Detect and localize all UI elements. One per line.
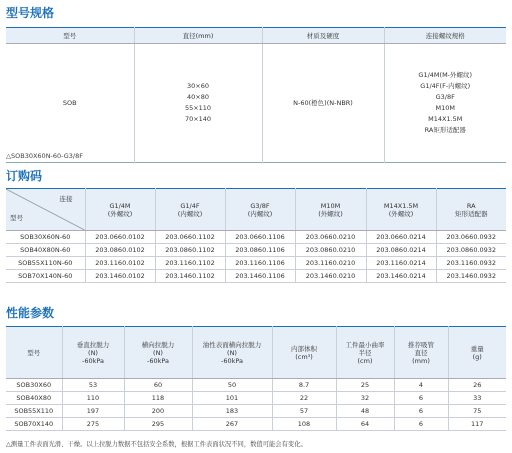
perf-cell: 64: [336, 418, 394, 431]
perf-header: 推荐吸管 直径 (mm): [394, 327, 448, 379]
order-code: 203.1460.0214: [366, 270, 436, 283]
order-code: 203.1160.1102: [155, 257, 225, 270]
order-code: 203.1460.0210: [295, 270, 366, 283]
perf-cell: 60: [124, 379, 192, 392]
perf-cell: 57: [272, 405, 336, 418]
perf-header: 内部体积 (cm³): [272, 327, 336, 379]
order-model: SOB70X140N-60: [6, 270, 85, 283]
perf-header: 油性表面横向拉脱力 (N) -60kPa: [192, 327, 272, 379]
order-code: 203.0660.1102: [155, 231, 225, 244]
order-code: 203.0660.0214: [366, 231, 436, 244]
order-header: G3/8F (内螺纹): [225, 189, 295, 231]
perf-cell: 200: [124, 405, 192, 418]
footer-note: △测量工件表面光滑、干燥。以上拉脱力数据不包括安全系数，根据工件表面状况不同，数值可能会有变化。: [6, 441, 307, 448]
example-note: △SOB30X60N-60-G3/8F: [6, 152, 83, 160]
order-code: 203.1160.1106: [225, 257, 295, 270]
order-code: 203.1460.0102: [85, 270, 155, 283]
order-code: 203.1460.1106: [225, 270, 295, 283]
perf-cell: 197: [62, 405, 124, 418]
order-code: 203.1160.0102: [85, 257, 155, 270]
order-code: 203.1160.0210: [295, 257, 366, 270]
perf-cell: 295: [124, 418, 192, 431]
perf-header: 型号: [6, 327, 62, 379]
perf-cell: 267: [192, 418, 272, 431]
spec-threads: G1/4M(M-外螺纹) G1/4F(F-内螺纹) G3/8F M10M M14X1.5M RA矩形适配器: [384, 44, 506, 163]
perf-cell: SOB40X80: [6, 392, 62, 405]
perf-cell: 108: [272, 418, 336, 431]
perf-cell: 117: [448, 418, 506, 431]
perf-cell: 183: [192, 405, 272, 418]
section-title-performance: 性能参数: [6, 306, 55, 320]
table-row: [6, 379, 506, 392]
table-row: [6, 392, 506, 405]
order-code: 203.1460.0932: [436, 270, 506, 283]
perf-cell: SOB55X110: [6, 405, 62, 418]
perf-cell: 25: [336, 379, 394, 392]
order-code: 203.1160.0214: [366, 257, 436, 270]
order-code: 203.0860.0102: [85, 244, 155, 257]
perf-cell: 48: [336, 405, 394, 418]
perf-header: 重量 (g): [448, 327, 506, 379]
table-row: [6, 257, 506, 270]
order-corner-cell: [6, 189, 85, 231]
perf-cell: 22: [272, 392, 336, 405]
perf-cell: 110: [62, 392, 124, 405]
perf-header: 横向拉脱力 (N) -60kPa: [124, 327, 192, 379]
table-row: [6, 244, 506, 257]
spec-diameters: 30×60 40×80 55×110 70×140: [134, 44, 262, 163]
perf-cell: SOB30X60: [6, 379, 62, 392]
perf-header: 垂直拉脱力 (N) -60kPa: [62, 327, 124, 379]
order-model: SOB30X60N-60: [6, 231, 85, 244]
perf-header: 工件最小曲率 半径 (cm): [336, 327, 394, 379]
order-code: 203.0860.1102: [155, 244, 225, 257]
perf-cell: 32: [336, 392, 394, 405]
perf-cell: 75: [448, 405, 506, 418]
order-code: 203.0660.0932: [436, 231, 506, 244]
perf-cell: 101: [192, 392, 272, 405]
table-row: [6, 405, 506, 418]
table-row: [6, 231, 506, 244]
order-code: 203.1160.0932: [436, 257, 506, 270]
spec-header-model: 型号: [6, 28, 134, 44]
order-code: 203.1460.1102: [155, 270, 225, 283]
order-code: 203.0860.0210: [295, 244, 366, 257]
order-header: M14X1.5M (外螺纹): [366, 189, 436, 231]
perf-cell: 275: [62, 418, 124, 431]
section-title-model-spec: 型号规格: [6, 6, 55, 20]
performance-table: [6, 326, 506, 431]
perf-cell: 6: [394, 392, 448, 405]
table-row: [6, 418, 506, 431]
order-code: 203.0860.1106: [225, 244, 295, 257]
perf-cell: 4: [394, 379, 448, 392]
perf-cell: SOB70X140: [6, 418, 62, 431]
order-model: SOB55X110N-60: [6, 257, 85, 270]
perf-cell: 118: [124, 392, 192, 405]
order-code: 203.0660.0102: [85, 231, 155, 244]
order-code: 203.0660.1106: [225, 231, 295, 244]
perf-cell: 33: [448, 392, 506, 405]
spec-model: SOB: [62, 99, 77, 107]
order-header: G1/4M (外螺纹): [85, 189, 155, 231]
spec-header-material: 材质及硬度: [262, 28, 384, 44]
section-title-order-code: 订购码: [6, 169, 43, 183]
order-model: SOB40X80N-60: [6, 244, 85, 257]
perf-cell: 6: [394, 418, 448, 431]
spec-header-thread: 连接螺纹规格: [384, 28, 506, 44]
perf-cell: 50: [192, 379, 272, 392]
order-code: 203.0860.0214: [366, 244, 436, 257]
order-corner-connection: 连接: [59, 195, 73, 203]
perf-cell: 53: [62, 379, 124, 392]
order-corner-model: 型号: [10, 214, 23, 222]
order-header: M10M (外螺纹): [295, 189, 366, 231]
spec-header-diameter: 直径(mm): [134, 28, 262, 44]
order-header: RA 矩形适配器: [436, 189, 506, 231]
order-code: 203.0660.0210: [295, 231, 366, 244]
perf-cell: 26: [448, 379, 506, 392]
order-code: 203.0860.0932: [436, 244, 506, 257]
order-header: G1/4F (内螺纹): [155, 189, 225, 231]
perf-cell: 8.7: [272, 379, 336, 392]
table-row: [6, 270, 506, 283]
spec-material: N-60(橙色)(N-NBR): [262, 44, 384, 163]
order-code-table: [6, 188, 506, 283]
perf-cell: 6: [394, 405, 448, 418]
spec-table: [6, 27, 506, 163]
